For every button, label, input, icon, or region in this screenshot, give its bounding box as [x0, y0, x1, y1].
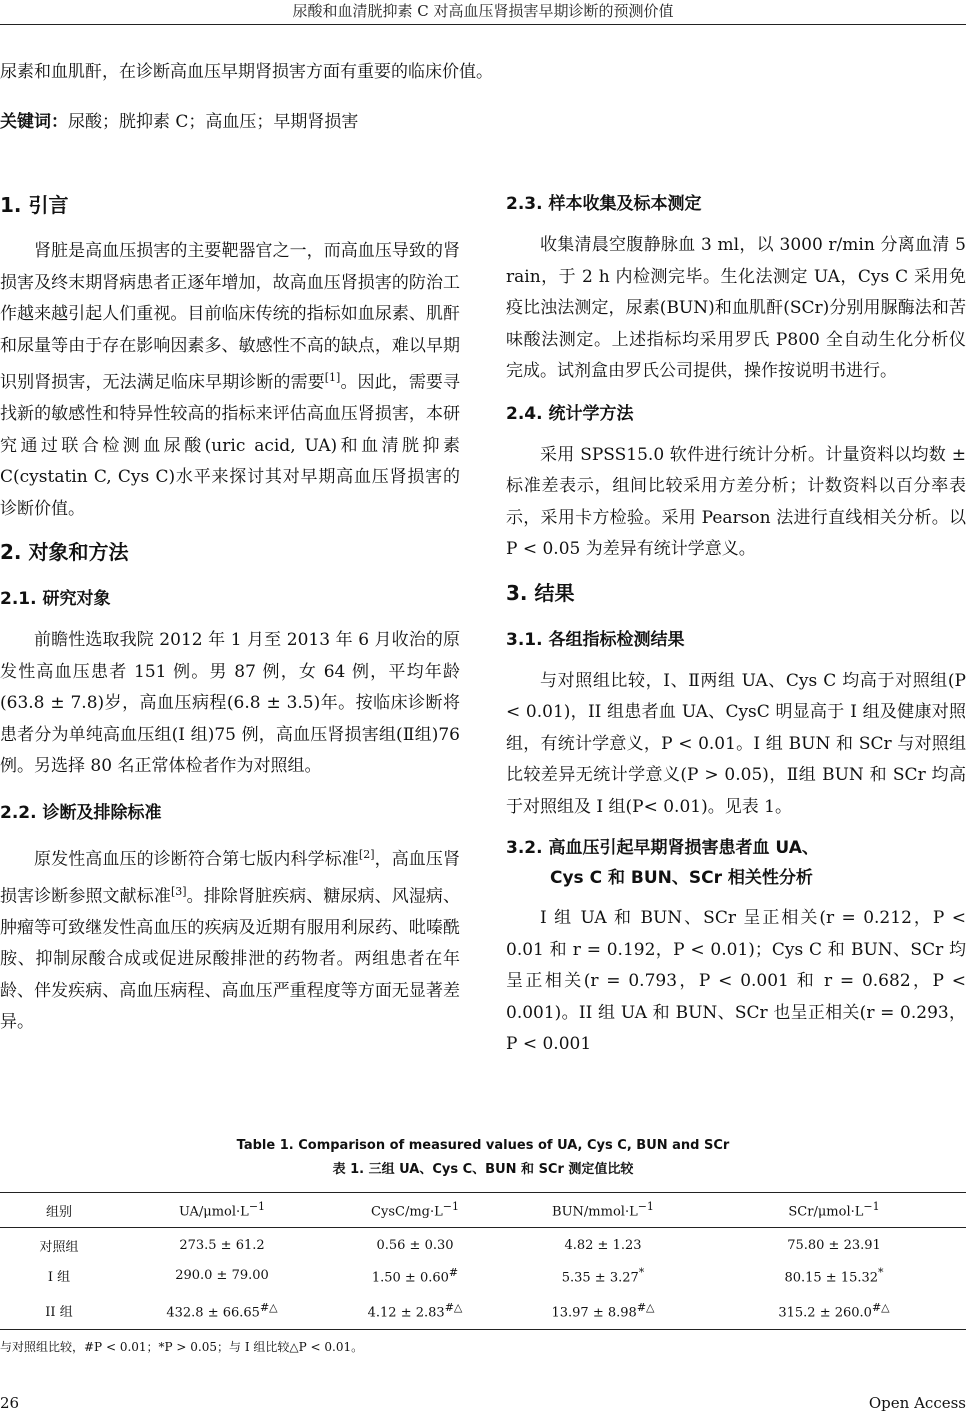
cell-bun: 5.35 ± 3.27*: [561, 1265, 645, 1286]
correlation-heading-line2: Cys C 和 BUN、SCr 相关性分析: [550, 868, 813, 888]
intro-text-b: 。因此，需要寻找新的敏感性和特异性较高的指标来评估高血压肾损害，本研究通过联合检测血尿酸(uric acid, UA)和血清胱抑素 C(cystatin C, Cys C)水平来探讨其对早期高血压肾损害的诊断价值。: [0, 372, 461, 519]
correlation-heading-line1: 3.2. 高血压引起早期肾损害患者血 UA、: [506, 838, 819, 858]
subjects-paragraph: 前瞻性选取我院 2012 年 1 月至 2013 年 6 月收治的原发性高血压患者 151 例。男 87 例，女 64 例，平均年龄(63.8 ± 7.8)岁，高血压病程(6.8 ± 3.5)年。按临床诊断将患者分为单纯高血压组(I 组)75 例，高血压肾损害组(Ⅱ组)76 例。另选择 80 名正常体检者作为对照组。: [0, 630, 460, 777]
abstract-tail: 尿素和血肌酐，在诊断高血压早期肾损害方面有重要的临床价值。: [0, 62, 493, 82]
cell-group: 对照组: [39, 1240, 79, 1256]
keywords-line: [0, 104, 966, 140]
header-cysc: CysC/$mg\cdot L^{-1}$: [371, 1200, 459, 1220]
citation-1[interactable]: [1]: [324, 371, 341, 384]
subsection-heading-samples: 2.3. 样本收集及标本测定: [506, 194, 702, 214]
results-table: [0, 1192, 966, 1330]
subsection-heading-results-groups: 3.1. 各组指标检测结果: [506, 629, 685, 650]
cell-ua: 290.0 ± 79.00: [175, 1268, 269, 1283]
cell-scr: 75.80 ± 23.91: [787, 1238, 881, 1254]
table-header-row: [0, 1193, 966, 1228]
section-heading-intro: 1. 引言: [0, 193, 69, 217]
citation-3[interactable]: [3]: [170, 884, 187, 898]
table-footnote: 与对照组比较，#P < 0.01；*P > 0.05；与 I 组比较△P < 0.01。: [0, 1340, 364, 1354]
results-paragraph: 与对照组比较，I、Ⅱ两组 UA、Cys C 均高于对照组(P < 0.01)，II 组患者血 UA、CysC 明显高于 I 组及健康对照组，有统计学意义，P < 0.01。I 组 BUN 和 SCr 与对照组比较差异无统计学意义(P > 0.05)，Ⅱ组 BUN 和 SCr 均高于对照组及 I 组(P< 0.01)。见表 1。: [506, 670, 966, 817]
criteria-text-b: ，高血压肾损害诊断参照文献标准: [0, 849, 461, 907]
cell-bun: 4.82 ± 1.23: [564, 1238, 642, 1254]
table-row: [0, 1228, 966, 1260]
cell-bun: 13.97 ± 8.98#△: [551, 1300, 655, 1320]
keywords-text: 尿酸；胱抑素 C；高血压；早期肾损害: [68, 112, 359, 132]
intro-paragraph: [0, 236, 460, 525]
right-column: [506, 188, 966, 1071]
abstract-section: [0, 54, 966, 140]
section-heading-methods: 2. 对象和方法: [0, 540, 129, 565]
criteria-text-a: 原发性高血压的诊断符合第七版内科学标准: [34, 849, 359, 870]
section-heading-results: 3. 结果: [506, 580, 575, 605]
cell-ua: 432.8 ± 66.65#△: [166, 1300, 278, 1320]
cell-ua: 273.5 ± 61.2: [179, 1238, 265, 1254]
cell-group: II 组: [45, 1304, 73, 1320]
header-ua: $UA/\mu mol\cdot L^{-1}$: [178, 1200, 266, 1220]
subsection-heading-criteria: 2.2. 诊断及排除标准: [0, 802, 162, 823]
cell-scr: 80.15 ± 15.32*: [784, 1265, 884, 1286]
samples-paragraph: 收集清晨空腹静脉血 3 ml，以 3000 r/min 分离血清 5 rain，于 2 h 内检测完毕。生化法测定 UA，Cys C 采用免疫比浊法测定，尿素(BUN)和血肌酐(SCr)分别用脲酶法和苦味酸法测定。上述指标均采用罗氏 P800 全自动生化分析仪完成。试剂盒由罗氏公司提供，操作按说明书进行。: [506, 235, 966, 381]
header-group: 组别: [45, 1204, 72, 1220]
correlation-paragraph: I 组 UA 和 BUN、SCr 呈正相关(r = 0.212，P < 0.01 和 r = 0.192，P < 0.01)；Cys C 和 BUN、SCr 均呈正相关(r = 0.793，P < 0.001 和 r = 0.682，P < 0.001)。II 组 UA 和 BUN、SCr 也呈正相关(r = 0.293，P < 0.001: [506, 908, 966, 1054]
page-number: 26: [0, 1394, 20, 1412]
criteria-paragraph: [0, 839, 460, 1039]
keywords-label: 关键词：: [0, 112, 68, 132]
journal-label: Open Access: [868, 1394, 966, 1412]
cell-cysc: 0.56 ± 0.30: [376, 1238, 454, 1254]
table-caption-zh: 表 1. 三组 UA、Cys C、BUN 和 SCr 测定值比较: [332, 1162, 634, 1177]
cell-cysc: 1.50 ± 0.60#: [371, 1265, 459, 1286]
criteria-text-c: 。排除肾脏疾病、糖尿病、风湿病、肿瘤等可致继发性高血压的疾病及近期有服用利尿药、吡嗪酰胺、抑制尿酸合成或促进尿酸排泄的药物者。两组患者在年龄、伴发疾病、高血压病程、高血压严重程度等方面无显著差异。: [0, 886, 461, 1033]
table-caption-en: Table 1. Comparison of measured values of UA, Cys C, BUN and SCr: [236, 1138, 730, 1153]
cell-cysc: 4.12 ± 2.83#△: [367, 1300, 463, 1320]
cell-group: I 组: [47, 1270, 71, 1285]
intro-text-a: 肾脏是高血压损害的主要靶器官之一，而高血压导致的肾损害及终末期肾病患者正逐年增加，故高血压肾损害的防治工作越来越引起人们重视。目前临床传统的指标如血尿素、肌酐和尿量等由于存在影响因素多、敏感性不高的缺点，难以早期识别肾损害，无法满足临床早期诊断的需要: [0, 241, 460, 393]
subsection-heading-correlation: [506, 833, 966, 893]
table-row: [0, 1260, 966, 1292]
table-row: [0, 1292, 966, 1330]
running-head: 尿酸和血清胱抑素 C 对高血压肾损害早期诊断的预测价值: [0, 0, 966, 25]
cell-scr: 315.2 ± 260.0#△: [778, 1300, 890, 1320]
statistics-paragraph: 采用 SPSS15.0 软件进行统计分析。计量资料以均数 ± 标准差表示，组间比较采用方差分析；计数资料以百分率表示，采用卡方检验。采用 Pearson 法进行直线相关分析。以 P < 0.05 为差异有统计学意义。: [506, 444, 966, 559]
subsection-heading-subjects: 2.1. 研究对象: [0, 589, 111, 610]
left-column: [0, 188, 460, 1049]
header-scr: SCr/$\mu mol\cdot L^{-1}$: [788, 1200, 880, 1220]
header-bun: BUN/$mmol\cdot L^{-1}$: [552, 1200, 654, 1220]
citation-2[interactable]: [2]: [358, 847, 375, 861]
subsection-heading-statistics: 2.4. 统计学方法: [506, 403, 634, 424]
